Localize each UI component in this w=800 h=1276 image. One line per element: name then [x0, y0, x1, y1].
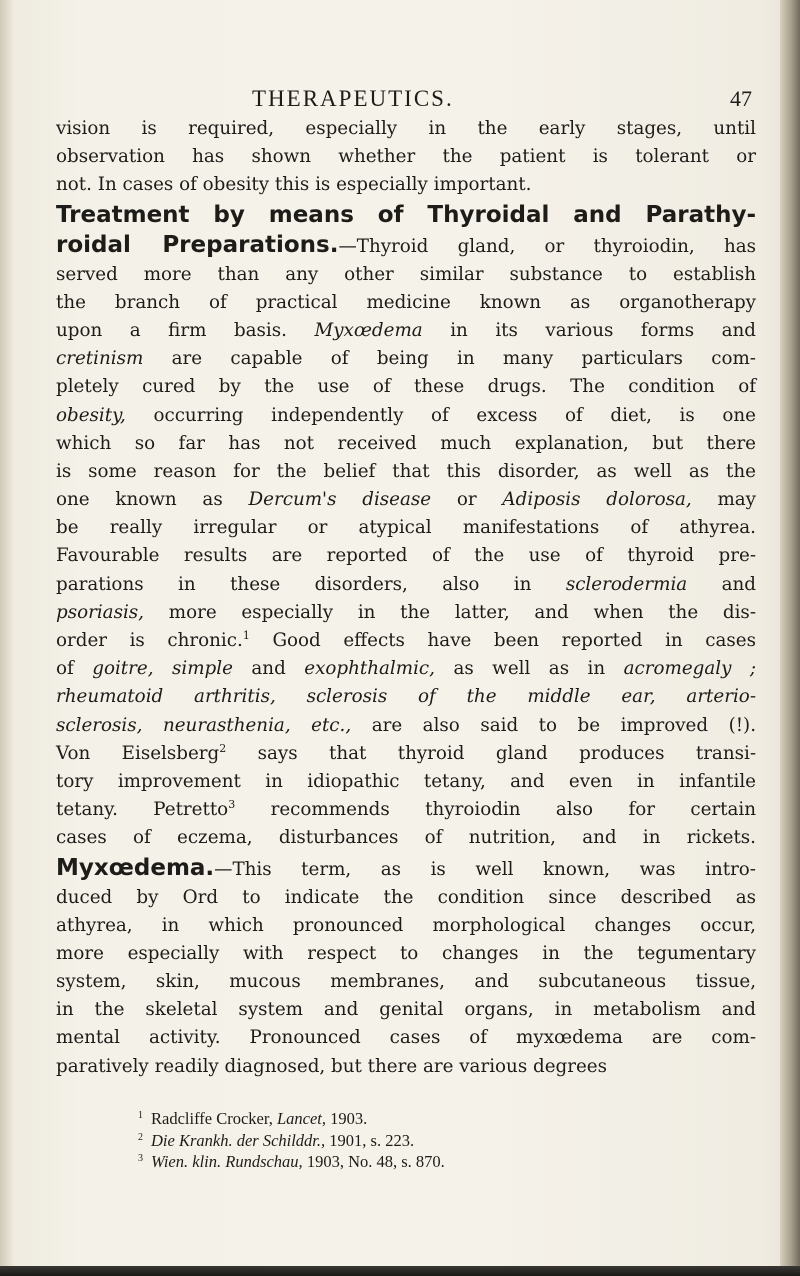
text-line: mental activity. Pronounced cases of myxœdema are com-	[56, 1027, 756, 1049]
text-line: system, skin, mucous membranes, and subcutaneous tissue,	[56, 971, 756, 993]
text-line: in the skeletal system and genital organs, in metabolism and	[56, 999, 756, 1021]
text-line: sclerosis, neurasthenia, etc., are also said to be improved (!).	[56, 714, 757, 736]
text-line: Von Eiselsberg$^2$ says that thyroid gland produces transi-	[56, 741, 757, 764]
text-line: tetany. Petretto$^3$ recommends thyroiodin also for certain	[56, 798, 757, 821]
page-number: 47	[730, 86, 752, 111]
text-line: cretinism are capable of being in many particulars com-	[56, 348, 756, 370]
footnote: $^2$ Die Krankh. der Schilddr., 1901, s. 223.	[138, 1130, 415, 1150]
footnote: $^1$ Radcliffe Crocker, Lancet, 1903.	[138, 1109, 368, 1128]
footnote-ref: 2	[219, 741, 227, 755]
text-line: obesity, occurring independently of excess of diet, is one	[56, 404, 757, 426]
running-head: THERAPEUTICS.	[252, 86, 454, 111]
text-line: rheumatoid arthritis, sclerosis of the middle ear, arterio-	[56, 686, 756, 708]
text-line: observation has shown whether the patient is tolerant or	[56, 146, 756, 168]
body-text	[56, 115, 756, 1081]
text-line: be really irregular or atypical manifestations of athyrea.	[56, 517, 756, 539]
footnotes	[138, 1105, 698, 1170]
text-line: which so far has not received much explanation, but there	[56, 432, 756, 454]
text-line: more especially with respect to changes in the tegumentary	[56, 942, 756, 964]
text-line: athyrea, in which pronounced morphological changes occur,	[56, 914, 756, 936]
text-line: roidal Preparations.—Thyroid gland, or thyroiodin, has	[56, 231, 757, 258]
text-line: of goitre, simple and exophthalmic, as well as in acromegaly ;	[56, 658, 757, 680]
text-line: psoriasis, more especially in the latter, and when the dis-	[56, 601, 756, 623]
section-heading-continued: roidal Preparations.	[56, 231, 339, 258]
text-line: served more than any other similar substance to establish	[56, 263, 756, 285]
text-line: tory improvement in idiopathic tetany, and even in infantile	[56, 770, 756, 792]
page-header	[56, 86, 756, 114]
text-line: is some reason for the belief that this disorder, as well as the	[56, 460, 756, 482]
text-line: pletely cured by the use of these drugs. The condition of	[56, 376, 756, 398]
text-line: order is chronic.$^1$ Good effects have been reported in cases	[56, 629, 756, 651]
section-heading: Treatment by means of Thyroidal and Parathy-	[56, 201, 756, 228]
scan-border	[0, 1266, 800, 1276]
footnote-ref: 3	[228, 798, 236, 812]
footnote-ref: 1	[242, 629, 250, 642]
page-edge	[780, 0, 800, 1276]
text-line: upon a firm basis. Myxœdema in its various forms and	[56, 319, 756, 341]
section-heading: Myxœdema.	[56, 854, 215, 881]
text-line: Favourable results are reported of the use of thyroid pre-	[56, 545, 756, 567]
text-line: vision is required, especially in the early stages, until	[56, 118, 756, 139]
text-line: duced by Ord to indicate the condition since described as	[56, 886, 756, 908]
text-line: parations in these disorders, also in sclerodermia and	[56, 573, 757, 595]
text-line: Myxœdema.—This term, as is well known, was intro-	[56, 854, 756, 881]
text-line: cases of eczema, disturbances of nutrition, and in rickets.	[56, 827, 756, 849]
text-line: not. In cases of obesity this is especially important.	[56, 174, 532, 196]
binding-shadow	[0, 0, 14, 1276]
footnote: $^3$ Wien. klin. Rundschau, 1903, No. 48, s. 870.	[138, 1152, 445, 1171]
text-line: paratively readily diagnosed, but there are various degrees	[56, 1055, 607, 1077]
text-line: the branch of practical medicine known as organotherapy	[56, 291, 756, 313]
text-line: one known as Dercum's disease or Adiposis dolorosa, may	[56, 489, 757, 511]
